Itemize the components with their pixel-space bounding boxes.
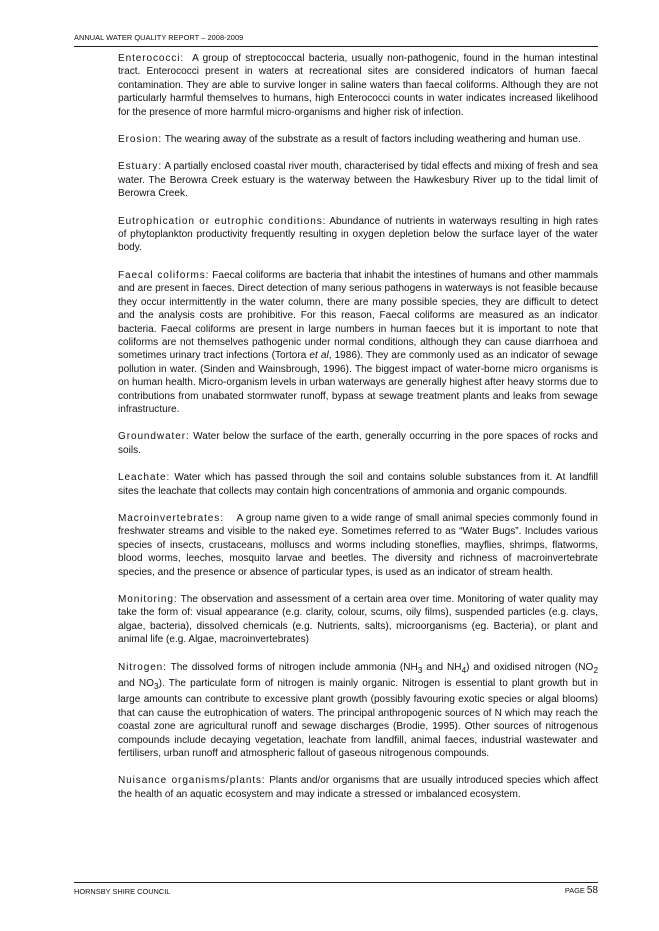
glossary-term: Eutrophication or eutrophic conditions: xyxy=(118,215,327,227)
glossary-term: Estuary: xyxy=(118,161,163,173)
glossary-term: Nitrogen: xyxy=(118,661,167,673)
footer-divider xyxy=(74,882,598,883)
subscript: 4 xyxy=(461,664,467,675)
glossary-definition: Plants and/or organisms that are usually introduced species which affect the health of an aquatic ecosystem and may indicate a stressed or imbalanced ecosystem. xyxy=(118,775,598,800)
subscript: 2 xyxy=(593,664,598,675)
glossary-definition: A group of streptococcal bacteria, usually non-pathogenic, found in the human intestinal tract. Enterococci present in waters at recreational sites are considered indicators of human faecal contamination. They are able to survive longer in saline waters than faecal coliforms. Although they are not particularly harmful themselves to humans, high Enterococci counts in water indicates increased likelihood for the presence of more harmful micro-organisms and higher risk of infection. xyxy=(118,53,598,118)
glossary-entry-nuisance-organisms xyxy=(118,774,598,801)
page-number-label xyxy=(565,885,598,896)
glossary-definition: A group name given to a wide range of small animal species commonly found in freshwater streams and visible to the naked eye. Sometimes referred to as “Water Bugs”. Includes various species of insects, crustaceans, molluscs and worms including stoneflies, mayflies, shrimps, flatworms, blood worms, leeches, mosquito larvae and beetles. The diversity and richness of macroinvertebrate species, and the presence or absence of particular types, is used as an indicator of stream health. xyxy=(118,512,598,578)
glossary-definition: The wearing away of the substrate as a result of factors including weathering and human use. xyxy=(164,134,581,146)
definition-italic-text: et al xyxy=(309,350,329,362)
definition-text: The dissolved forms of nitrogen include ammonia (NH xyxy=(170,661,418,673)
definition-text: ) and oxidised nitrogen (NO xyxy=(466,661,594,673)
glossary-definition: Water below the surface of the earth, generally occurring in the pore spaces of rocks and soils. xyxy=(118,431,598,456)
glossary-term: Nuisance organisms/plants: xyxy=(118,775,266,787)
glossary-entry-estuary xyxy=(118,160,598,200)
subscript: 3 xyxy=(417,664,423,675)
definition-text: , 1986). They are commonly used as an indicator of sewage pollution in water. (Sinden and Wainsbrough, 1996). The biggest impact of water-borne micro organisms is on human health. Micro-organism levels in urban waterways are generally highest after heavy storms due to contributions from unabated stormwater runoff, bypass at sewage treatment plants and leaks from sewage infrastructure. xyxy=(118,350,598,415)
glossary-term: Monitoring: xyxy=(118,594,178,605)
definition-text: and NO xyxy=(118,678,154,690)
definition-text: and NH xyxy=(422,661,462,673)
glossary-entry-nitrogen xyxy=(118,661,598,761)
glossary-definition: A partially enclosed coastal river mouth, characterised by tidal effects and mixing of fresh and sea water. The Berowra Creek estuary is the waterway between the Hawkesbury River up to the tidal limit of Berowra Creek. xyxy=(118,161,598,200)
definition-text: ). The particulate form of nitrogen is mainly organic. Nitrogen is essential to plant growth but in large amounts can contribute to excessive plant growth (possibly favouring exotic species or algal blooms) that can cause the eutrophication of waters. The principal anthropogenic sources of N which may reach the coastal zone are agricultural runoff and sewage discharges (Brodie, 1995). Other sources of nitrogenous compounds include decaying vegetation, leachate from landfill, animal faeces, industrial wastewater and fertilisers, urban runoff and atmospheric fallout of gaseous nitrogenous compounds. xyxy=(118,678,599,760)
header-divider xyxy=(74,46,598,47)
glossary-definition xyxy=(118,270,598,415)
page-number: 58 xyxy=(586,885,598,896)
glossary-entry-faecal-coliforms xyxy=(118,269,598,416)
glossary-entry-enterococci xyxy=(118,52,598,119)
glossary-definition: Abundance of nutrients in waterways resulting in high rates of phytoplankton productivity frequently resulting in oxygen depletion below the surface layer of the water body. xyxy=(118,215,598,254)
glossary-term: Enterococci: xyxy=(118,53,185,64)
glossary-definition xyxy=(118,662,598,759)
glossary-entry-groundwater xyxy=(118,430,598,457)
glossary-definition: The observation and assessment of a certain area over time. Monitoring of water quality may take the form of: visual appearance (e.g. clarity, colour, scums, oily films), suspended particles (e.g. clays, algae, bacteria), dissolved chemicals (e.g. Nutrients, salts), microorganisms (eg. Bacteria), or plant and animal life (e.g. Algae, macroinvertebrates) xyxy=(118,594,598,646)
glossary-entry-eutrophication xyxy=(118,215,598,255)
glossary-entry-monitoring xyxy=(118,593,598,647)
glossary-term: Leachate: xyxy=(118,472,171,484)
footer-organisation: HORNSBY SHIRE COUNCIL xyxy=(74,887,171,896)
glossary-term: Faecal coliforms: xyxy=(118,269,210,281)
glossary-term: Macroinvertebrates: xyxy=(118,512,224,524)
glossary-entry-erosion xyxy=(118,133,598,146)
glossary-entry-macroinvertebrates xyxy=(118,512,598,579)
glossary-entry-leachate xyxy=(118,471,598,498)
report-header-title: ANNUAL WATER QUALITY REPORT – 2008-2009 xyxy=(74,33,244,42)
glossary-term: Groundwater: xyxy=(118,431,190,443)
glossary-definition: Water which has passed through the soil and contains soluble substances from it. At landfill sites the leachate that collects may contain high concentrations of ammonia and organic compounds. xyxy=(118,472,598,497)
glossary-term: Erosion: xyxy=(118,134,163,146)
glossary-content xyxy=(118,52,598,815)
subscript: 3 xyxy=(153,681,159,692)
definition-text: Faecal coliforms are bacteria that inhabit the intestines of humans and other mammals and are present in faeces. Direct detection of many serious pathogens in waterways is not feasible because they occur intermittently in the water column, there are many possible species, they are difficult to detect and the analysis costs are prohibitive. For this reason, Faecal coliforms are measured as an indicator bacteria. Faecal coliforms are present in large numbers in human faeces but it is important to note that coliforms are not themselves pathogenic under normal conditions, although they can cause diarrhoea and sometimes urinary tract infections (Tortora xyxy=(118,269,598,362)
page-label: PAGE xyxy=(564,886,585,895)
